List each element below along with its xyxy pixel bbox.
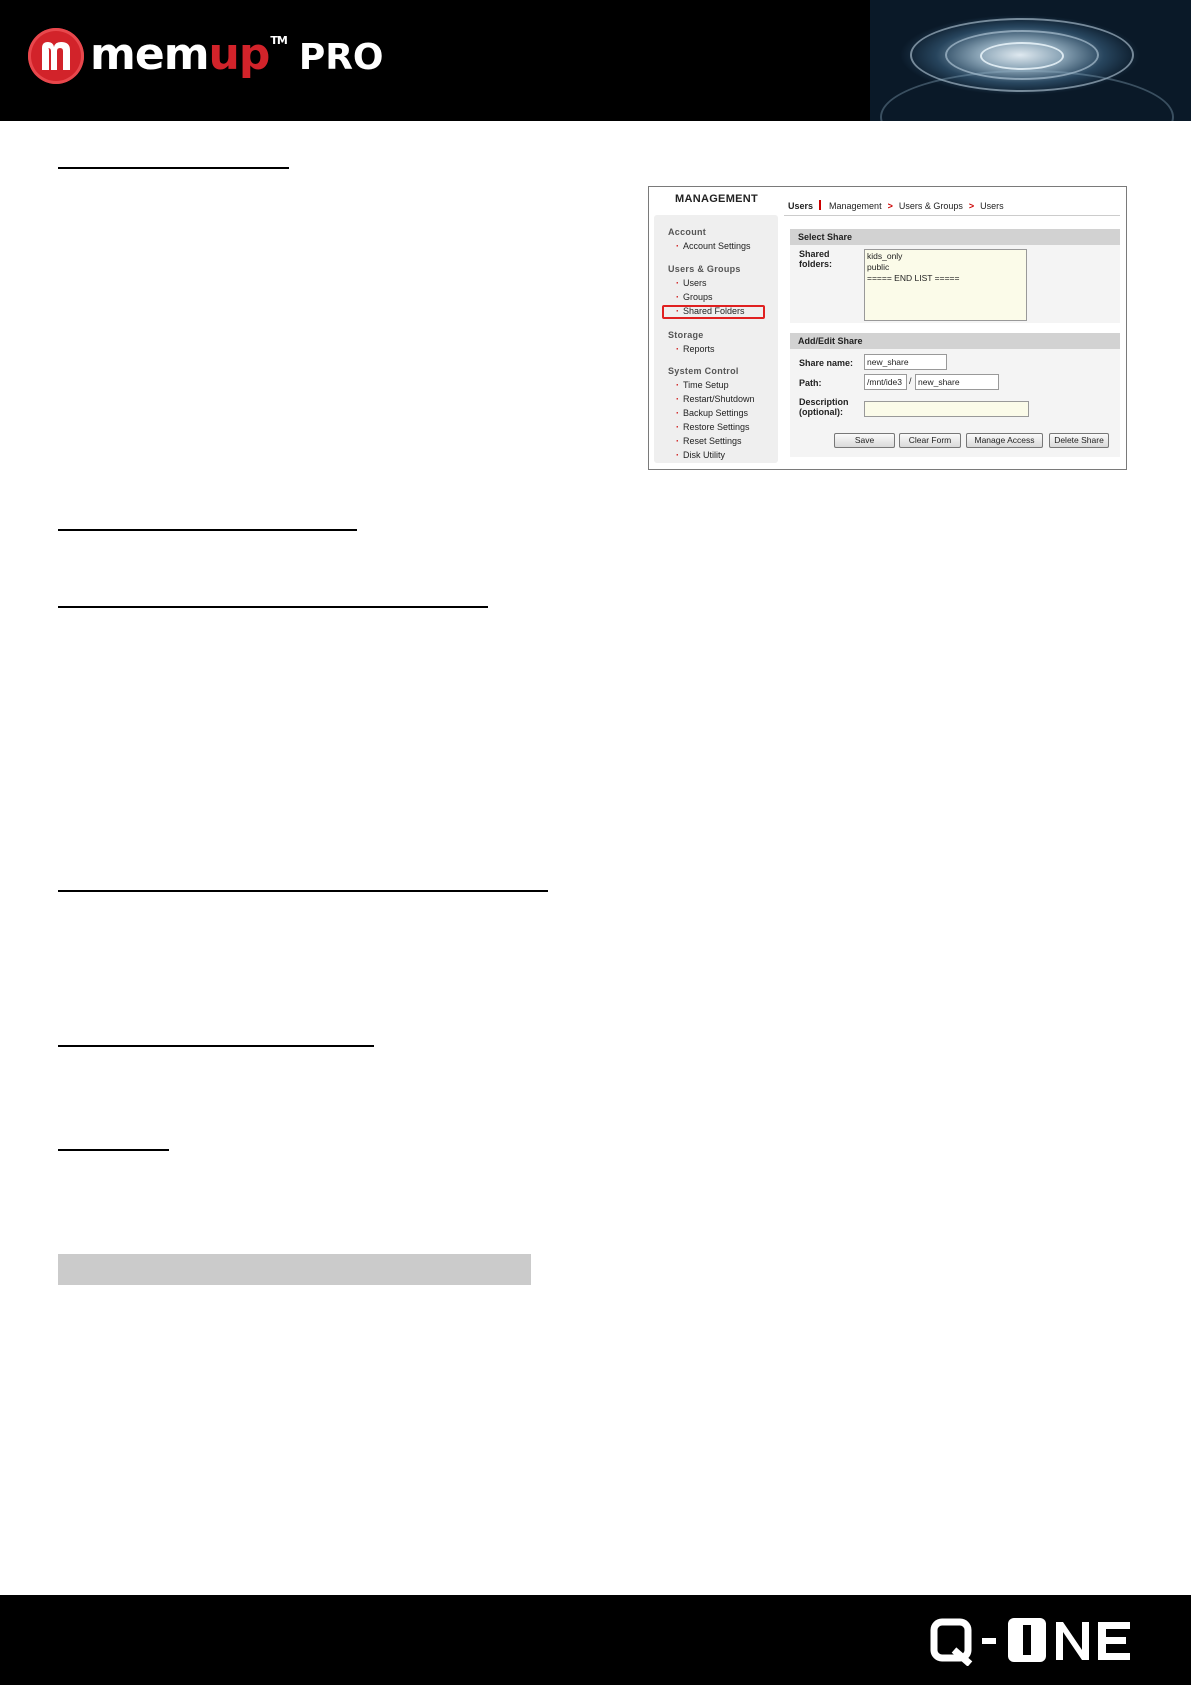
sidebar-heading-storage: Storage [668,330,704,340]
sidebar-item-shared-folders[interactable]: · Shared Folders [683,306,745,316]
sidebar-item-account-settings[interactable]: · Account Settings [683,241,751,251]
list-item[interactable]: public [867,262,890,272]
path-label: Path: [799,378,822,388]
sidebar-item-backup-settings[interactable]: · Backup Settings [683,408,748,418]
path-separator: / [909,376,912,386]
logo-text-up: up [208,28,270,80]
breadcrumb-current: Users [788,201,814,211]
breadcrumb-users[interactable]: Users [980,201,1004,211]
manage-access-button[interactable]: Manage Access [966,433,1043,448]
breadcrumb-management[interactable]: Management [829,201,882,211]
breadcrumb [788,200,1004,211]
section-heading-underline [58,606,488,608]
section-heading-underline [58,529,357,531]
sidebar-heading-system-control: System Control [668,366,739,376]
logo-text-pro: PRO [298,36,384,78]
breadcrumb-users-groups[interactable]: Users & Groups [898,201,963,211]
sidebar-item-groups[interactable]: · Groups [683,292,713,302]
sidebar-item-reports[interactable]: · Reports [683,344,715,354]
chevron-right-icon: > [887,201,893,211]
save-button[interactable]: Save [834,433,895,448]
logo-text-mem: mem [90,28,209,80]
description-input[interactable] [864,401,1029,417]
path-input[interactable]: new_share [915,374,999,390]
share-name-label: Share name: [799,358,854,368]
chevron-right-icon: > [968,201,975,211]
management-screenshot [648,186,1127,470]
sidebar-item-reset-settings[interactable]: · Reset Settings [683,436,742,446]
sidebar-item-users[interactable]: · Users [683,278,707,288]
management-title: MANAGEMENT [675,193,759,205]
q-one-logo [930,1614,1140,1666]
section-heading-underline [58,890,548,892]
hard-drive-photo [870,0,1191,121]
memup-badge-icon [28,28,84,84]
section-heading-underline [58,167,289,169]
list-item[interactable]: ===== END LIST ===== [867,273,960,283]
memup-pro-logo [28,28,384,84]
highlight-box [662,305,765,319]
sidebar-item-restore-settings[interactable]: · Restore Settings [683,422,750,432]
header-banner [0,0,1191,121]
delete-share-button[interactable]: Delete Share [1049,433,1109,448]
shared-folders-list[interactable] [864,249,1027,321]
share-name-input[interactable]: new_share [864,354,947,370]
path-prefix-field[interactable]: /mnt/ide3 [864,374,907,390]
logo-trademark: TM [270,33,287,47]
sidebar-heading-account: Account [668,227,707,237]
sidebar-item-restart-shutdown[interactable]: · Restart/Shutdown [683,394,755,404]
select-share-header: Select Share [790,229,1120,245]
sidebar-item-time-setup[interactable]: · Time Setup [683,380,729,390]
sidebar-item-disk-utility[interactable]: · Disk Utility [683,450,725,460]
description-label: Description (optional): [799,397,849,417]
grey-highlight-bar [58,1254,531,1285]
section-heading-underline [58,1045,374,1047]
add-edit-share-header: Add/Edit Share [790,333,1120,349]
list-item[interactable]: kids_only [867,251,903,261]
clear-form-button[interactable]: Clear Form [899,433,961,448]
section-heading-underline [58,1149,169,1151]
shared-folders-label: Shared folders: [799,249,833,269]
sidebar-heading-users-groups: Users & Groups [668,264,741,274]
